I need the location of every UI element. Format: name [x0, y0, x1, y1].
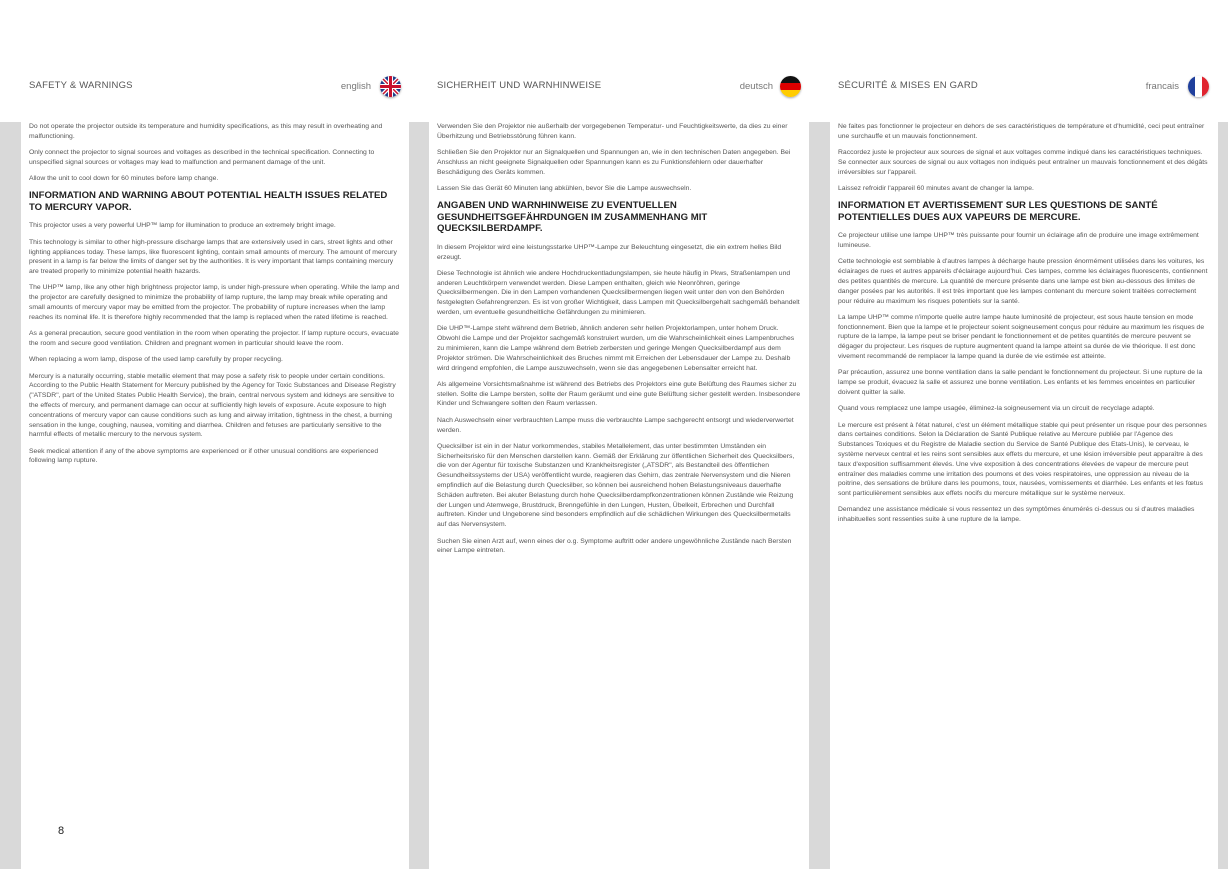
paragraph: Demandez une assistance médicale si vous ressentez un des symptômes énumérés ci-dessus ou si d'autres maladies inhabituelles sont ressenties suite à une rupture de la lampe.	[838, 506, 1195, 524]
language-label: deutsch	[739, 81, 773, 92]
paragraph: Als allgemeine Vorsichtsmaßnahme ist während des Betriebs des Projektors eine gute Belüftung des Raumes sicher zu stellen. Sollte die Lampe bersten, sollte der Raum geräumt und eine gute Belüftung sicher gestellt werden. Insbesondere Kinder und Schwangere sollten den Raum verlassen.	[437, 380, 801, 408]
paragraph: Le mercure est présent à l'état naturel, c'est un élément métallique stable qui peut présenter un risque pour des personnes dans certaines conditions. Selon la Déclaration de Santé Publique relative au Mercure publiée par l'Agence des Substances Toxiques et du Registre de Maladie section du Service de Santé Publique des Etats-Unis), le cerveau, le système nerveux central et les reins sont sensibles aux effets du mercure, et une lésion irréversible peut apparaître à des taux d'exposition suffisamment élevés. Une vive exposition à des concentrations élevées de vapeur de mercure peut entraîner des maladies comme une irritation des poumons et des voies respiratoires, une oppression au niveau de la poitrine, des sensations de brûlure dans les poumons, toux, nausées, vomissements et diarrhée. Les enfants et les fœtus sont particulièrement sensibles aux effets nocifs du mercure métallique sur le système nerveux.	[838, 421, 1207, 498]
paragraph: In diesem Projektor wird eine leistungsstarke UHP™-Lampe zur Beleuchtung eingesetzt, die ein extrem helles Bild erzeugt.	[437, 243, 782, 261]
paragraph: This projector uses a very powerful UHP™ lamp for illumination to produce an extremely bright image.	[29, 222, 336, 230]
paragraph: Nach Auswechseln einer verbrauchten Lampe muss die verbrauchte Lampe sachgerecht entsorgt und wiederverwertet werden.	[437, 416, 794, 434]
column-francais	[830, 122, 1218, 869]
gutter-2	[809, 122, 830, 869]
paragraph: Only connect the projector to signal sources and voltages as described in the technical specification. Connecting to unspecified signal sources or voltages may lead to malfunction and permanent damage of the unit.	[29, 149, 375, 166]
paragraph: Raccordez juste le projecteur aux sources de signal et aux voltages comme indiqué dans les caractéristiques techniques. Se connecter aux sources de signal ou aux voltages non indiqués peut entraîner un mauvais fonctionnement et des dégâts irréversibles sur l'appareil.	[838, 149, 1208, 176]
paragraph: Verwenden Sie den Projektor nie außerhalb der vorgegebenen Temperatur- und Feuchtigkeitswerte, da dies zu einer Überhitzung und Betriebsstörung führen kann.	[437, 123, 788, 140]
page-header	[0, 0, 1228, 122]
section-header-english	[29, 78, 401, 96]
paragraph: Suchen Sie einen Arzt auf, wenn eines der o.g. Symptome auftritt oder andere ungewöhnliche Zustände nach Bersten einer Lampe eintreten.	[437, 537, 792, 555]
section-heading: ANGABEN UND WARNHINWEISE ZU EVENTUELLEN GESUNDHEITSGEFÄHRDUNGEN IM ZUSAMMENHANG MIT QUECKSILBERDAMPF.	[437, 200, 708, 235]
gutter-1	[409, 122, 429, 869]
uk-flag-icon	[380, 76, 401, 97]
page-number: 8	[58, 825, 65, 837]
paragraph: Ne faites pas fonctionner le projecteur en dehors de ses caractéristiques de température et d'humidité, ceci peut entraîner une surchauffe et un mauvais fonctionnement.	[838, 123, 1205, 140]
paragraph: Quand vous remplacez une lampe usagée, éliminez-la soigneusement via un circuit de recyclage adapté.	[838, 405, 1155, 413]
section-title: SÉCURITÉ & MISES EN GARD	[838, 80, 978, 91]
paragraph: When replacing a worn lamp, dispose of the used lamp carefully by proper recycling.	[29, 356, 283, 364]
left-margin	[0, 122, 21, 869]
language-label: francais	[1145, 81, 1179, 92]
paragraph: Do not operate the projector outside its temperature and humidity specifications, as this may result in overheating and malfunctioning.	[29, 123, 383, 140]
right-margin	[1218, 122, 1228, 869]
section-title: SAFETY & WARNINGS	[29, 80, 133, 91]
section-title: SICHERHEIT UND WARNHINWEISE	[437, 80, 602, 91]
section-header-francais	[838, 78, 1209, 96]
paragraph: Ce projecteur utilise une lampe UHP™ très puissante pour fournir un éclairage afin de produire une image extrêmement lumineuse.	[838, 232, 1199, 250]
paragraph: Allow the unit to cool down for 60 minutes before lamp change.	[29, 175, 219, 183]
paragraph: This technology is similar to other high-pressure discharge lamps that are extensively used in cars, street lights and other lighting appliances today. These lamps, like fluorescent lighting, contain small amounts of mercury. The amount of mercury present in a lamp is far below the limits of danger set by the authorities. It is very important that lamps containing mercury are treated properly to minimize potential health hazards.	[29, 238, 397, 276]
paragraph: Diese Technologie ist ähnlich wie andere Hochdruckentladungslampen, sie heute häufig in Pkws, Straßenlampen und anderen Leuchtkörpern verwendet werden. Diese Lampen enthalten, gleich wie Neonröhren, geringe Quecksilbermengen. Die in den Lampen vorhandenen Quecksilbermengen liegen weit unter den von den Behörden festgelegten Gefahrengrenzen. Es ist von großer Wichtigkeit, dass Lampen mit Quecksilbergehalt sachgemäß behandelt werden, um eventuelle gesundheitliche Gefährdungen zu minimieren.	[437, 269, 800, 317]
paragraph: As a general precaution, secure good ventilation in the room when operating the projector. If lamp rupture occurs, evacuate the room and secure good ventilation. Children and pregnant women in particular should leave the room.	[29, 330, 399, 347]
paragraph: Par précaution, assurez une bonne ventilation dans la salle pendant le fonctionnement du projecteur. Si une rupture de la lampe se produit, évacuez la salle et assurez une bonne ventilation. Les enfants et les femmes enceintes en particulier doivent quitter la salle.	[838, 369, 1203, 396]
paragraph: The UHP™ lamp, like any other high brightness projector lamp, is under high-pressure when operating. While the lamp and the projector are carefully designed to minimize the probability of lamp rupture, the lamp may break while operating and small amounts of mercury vapor may be emitted from the projector. The probability of rupture increases when the lamp reaches its nominal life. It is therefore highly recommended that the lamp is replaced when the rated lifetime is reached.	[29, 284, 400, 321]
paragraph: Schließen Sie den Projektor nur an Signalquellen und Spannungen an, wie in den technischen Daten angegeben. Bei Anschluss an nicht geeignete Signalquellen oder Spannungen kann es zu Funktionsfehlern oder dauerhafter Beschädigung des Geräts kommen.	[437, 149, 791, 176]
paragraph: Lassen Sie das Gerät 60 Minuten lang abkühlen, bevor Sie die Lampe auswechseln.	[437, 184, 692, 192]
paragraph: Quecksilber ist ein in der Natur vorkommendes, stabiles Metallelement, das unter bestimmten Umständen ein Sicherheitsrisko für den Menschen darstellen kann. Gemäß der Erklärung zur öffentlichen Sicherheit des Quecksilbers, die von der Agentur für toxische Substanzen und Krankheitsregister („ATSDR", als Bestandteil des öffentlichen Gesundheitssystems der USA) veröffentlicht wurde, reagieren das Gehirn, das zentrale Nervensystem und die Nieren empfindlich auf die Belastung durch Quecksilber, so können bei ausreichend hohen Belastungsniveaus dauerhafte Schäden auftreten. Bei akuter Belastung durch hohe Quecksilberdampfkonzentrationen können Zustände wie Reizung der Lungen und Atemwege, Brustdruck, Brenngefühle in den Lungen, Husten, Übelkeit, Erbrechen und Durchfall auftreten. Kinder und Ungeborene sind besonders empfindlich auf die schädlichen Wirkungen des Quecksilbermetalls auf das Nervensystem.	[437, 442, 795, 529]
language-label: english	[340, 81, 371, 92]
section-heading: INFORMATION ET AVERTISSEMENT SUR LES QUESTIONS DE SANTÉ POTENTIELLES DUES AUX VAPEURS DE MERCURE.	[838, 200, 1158, 223]
french-flag-icon	[1188, 76, 1209, 97]
paragraph: Seek medical attention if any of the above symptoms are experienced or if other unusual conditions are experienced following lamp rupture.	[29, 447, 379, 465]
paragraph: Die UHP™-Lampe steht während dem Betrieb, ähnlich anderen sehr hellen Projektorlampen, unter hohem Druck. Obwohl die Lampe und der Projektor sachgemäß konstruiert wurden, um die Wahrscheinlichkeit eines Lampenbruches zu minimieren, kann die Lampe während dem Betrieb zerbersten und geringe Mengen Quecksilberdampf aus dem Projektor strömen. Die Wahrscheinlichkeit des Bruches nimmt mit Erreichen der Lebensdauer der Lampe zu. Deshalb wird dringend empfohlen, die Lampe auszuwechseln, wenn sie das angegebenen Lebensalter erreicht hat.	[437, 325, 795, 372]
paragraph: Cette technologie est semblable à d'autres lampes à décharge haute pression énormément utilisées dans les voitures, les éclairages de rues et autres appareils d'éclairage aujourd'hui. Ces lampes, comme les éclairages fluorescents, contiennent des petites quantités de mercure. La quantité de mercure présente dans une lampe est bien au-dessous des limites de danger posées par les autorités. Il est très important que les lampes contenant du mercure soient traitées correctement pour réduire au maximum les risques potentiels sur la santé.	[838, 258, 1208, 305]
column-english	[21, 122, 409, 869]
column-deutsch	[429, 122, 809, 869]
paragraph: Mercury is a naturally occurring, stable metallic element that may pose a safety risk to people under certain conditions. According to the Public Health Statement for Mercury published by the Agency for Toxic Substances and Disease Registry ("ATSDR", part of the United States Public Health Service), the brain, central nervous system and kidneys are sensitive to the effects of mercury, and permanent damage can occur at sufficiently high levels of exposure. Acute exposure to high concentrations of mercury vapor can cause conditions such as lung and airway irritation, tightness in the chest, a burning sensation in the lunge, coughing, nausea, vomiting and diarrhea. Children and fetuses are particularly sensitive to the harmful effects of metallic mercury to the nervous system.	[29, 372, 396, 439]
paragraph: Laissez refroidir l'appareil 60 minutes avant de changer la lampe.	[838, 184, 1034, 192]
section-heading: INFORMATION AND WARNING ABOUT POTENTIAL HEALTH ISSUES RELATED TO MERCURY VAPOR.	[29, 190, 388, 213]
german-flag-icon	[780, 76, 801, 97]
section-header-deutsch	[437, 78, 801, 96]
paragraph: La lampe UHP™ comme n'importe quelle autre lampe haute luminosité de projecteur, est sous haute tension en mode fonctionnement. Bien que la lampe et le projecteur soient soigneusement conçus pour réduire au maximum les risques de rupture de la lampe, la lampe peut se briser pendant le fonctionnement et de petites quantités de mercure peuvent se dégager du projecteur. Les risques de rupture augmentent quand la lampe atteint sa durée de vie théorique. Il est donc vivement recommandé de remplacer la lampe quand la durée de vie estimée est atteinte.	[838, 313, 1205, 361]
